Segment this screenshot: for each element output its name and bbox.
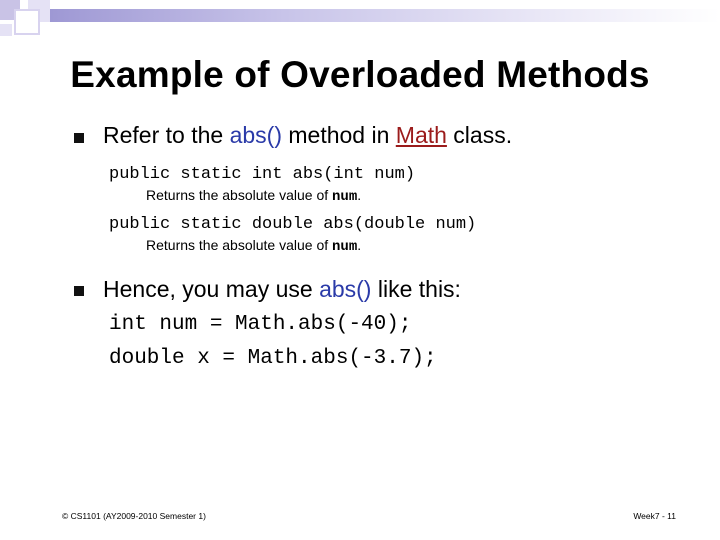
signature-1-description	[146, 187, 361, 205]
example-line-2: double x = Math.abs(-3.7);	[109, 347, 437, 370]
header-gradient-bar	[50, 9, 720, 22]
bullet-1-class-name: Math	[395, 122, 447, 148]
bullet-2-prefix: Hence, you may use	[103, 276, 320, 302]
signature-2-description	[146, 237, 361, 255]
bullet-1-text	[103, 122, 512, 149]
signature-2-desc-suffix: .	[357, 237, 362, 253]
signature-2-desc-prefix: Returns the absolute value of	[146, 237, 333, 253]
decor-square	[0, 24, 12, 36]
bullet-2-text	[103, 276, 461, 303]
bullet-1-middle: method in	[281, 122, 396, 148]
bullet-2-suffix: like this:	[371, 276, 461, 302]
bullet-square-icon	[74, 133, 84, 143]
signature-1-desc-prefix: Returns the absolute value of	[146, 187, 333, 203]
signature-2-desc-code: num	[332, 239, 358, 255]
bullet-1-method: abs()	[229, 122, 282, 148]
slide-title: Example of Overloaded Methods	[70, 54, 650, 95]
decor-square-outline	[14, 9, 40, 35]
bullet-1-prefix: Refer to the	[103, 122, 230, 148]
signature-2-code: public static double abs(double num)	[109, 215, 477, 234]
footer-copyright: © CS1101 (AY2009-2010 Semester 1)	[62, 511, 206, 521]
bullet-1-suffix: class.	[446, 122, 513, 148]
example-line-1: int num = Math.abs(-40);	[109, 313, 412, 336]
signature-1-desc-code: num	[332, 189, 358, 205]
bullet-square-icon	[74, 286, 84, 296]
signature-1-desc-suffix: .	[357, 187, 362, 203]
bullet-2-method: abs()	[319, 276, 372, 302]
footer-page-number: Week7 - 11	[633, 511, 676, 521]
signature-1-code: public static int abs(int num)	[109, 165, 416, 184]
